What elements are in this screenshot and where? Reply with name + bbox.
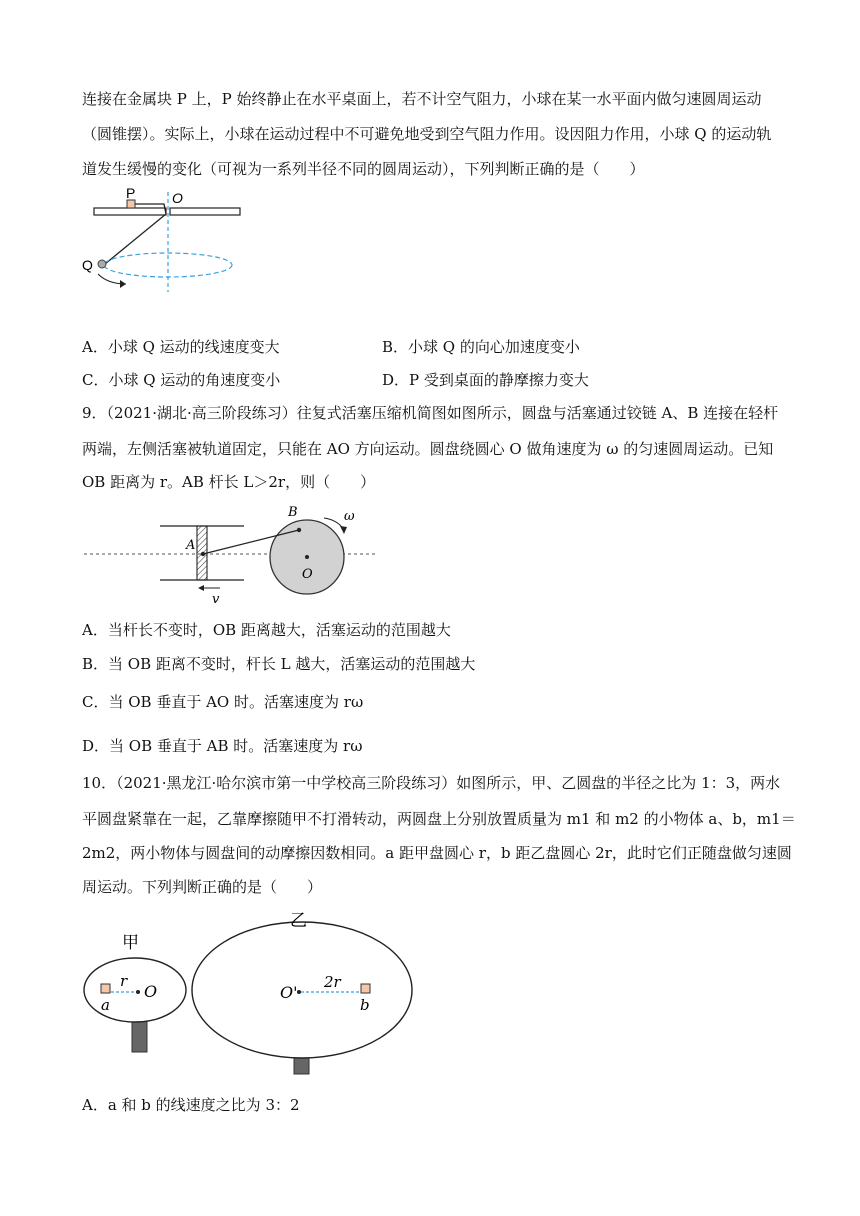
q9-line-1: 9．（2021·湖北·高三阶段练习）往复式活塞压缩机简图如图所示，圆盘与活塞通过铰链 A、B 连接在轻杆 — [82, 404, 779, 422]
label-jia: 甲 — [122, 933, 139, 953]
q8-conical-pendulum-figure — [80, 184, 260, 294]
q9-piston-compressor-figure — [80, 500, 380, 610]
q8-option-b: B．小球 Q 的向心加速度变小 — [382, 338, 580, 356]
label-r: r — [120, 972, 128, 990]
q9-option-b: B．当 OB 距离不变时，杆长 L 越大，活塞运动的范围越大 — [82, 655, 476, 673]
motion-arrow-head — [120, 280, 126, 288]
center-o2 — [297, 990, 301, 994]
q8-option-a: A．小球 Q 运动的线速度变大 — [82, 338, 280, 356]
q8-option-c: C．小球 Q 运动的角速度变小 — [82, 371, 281, 389]
hinge-a — [201, 552, 205, 556]
table-right-plank — [170, 208, 240, 215]
label-a: a — [101, 996, 110, 1014]
q8-line-3: 道发生缓慢的变化（可视为一系列半径不同的圆周运动），下列判断正确的是（ ） — [82, 160, 645, 178]
table-left-plank — [94, 208, 166, 215]
object-a — [101, 984, 110, 993]
hinge-b — [297, 528, 301, 532]
q10-line-2: 平圆盘紧靠在一起，乙靠摩擦随甲不打滑转动，两圆盘上分别放置质量为 m1 和 m2 的小物体 a、b，m1＝ — [82, 810, 796, 828]
label-b: B — [288, 505, 298, 520]
block-p — [127, 200, 135, 208]
center-o1 — [136, 990, 140, 994]
label-v: v — [212, 592, 220, 607]
velocity-arrow-head — [198, 585, 204, 591]
q9-option-a: A．当杆长不变时，OB 距离越大，活塞运动的范围越大 — [82, 621, 451, 639]
label-o1: O — [144, 982, 158, 1001]
omega-arrow-head — [340, 526, 347, 534]
label-o2: O' — [280, 983, 298, 1002]
label-2r: 2r — [324, 973, 341, 991]
label-a: A — [186, 538, 196, 553]
q10-line-1: 10．（2021·黑龙江·哈尔滨市第一中学校高三阶段练习）如图所示，甲、乙圆盘的半径之比为 1：3，两水 — [82, 774, 781, 792]
label-q: Q — [82, 257, 93, 273]
q10-line-4: 周运动。下列判断正确的是（ ） — [82, 878, 323, 896]
q10-two-discs-figure — [80, 908, 420, 1078]
q9-option-d: D．当 OB 垂直于 AB 时。活塞速度为 rω — [82, 737, 363, 755]
q9-line-2: 两端，左侧活塞被轨道固定，只能在 AO 方向运动。圆盘绕圆心 O 做角速度为 ω 的匀速圆周运动。已知 — [82, 440, 774, 458]
label-yi: 乙 — [290, 911, 307, 931]
q10-line-3: 2m2，两小物体与圆盘间的动摩擦因数相同。a 距甲盘圆心 r，b 距乙盘圆心 2r，此时它们正随盘做匀速圆 — [82, 844, 792, 862]
label-omega: ω — [344, 509, 355, 524]
center-o — [305, 555, 309, 559]
label-o: O — [172, 190, 183, 206]
q10-option-a: A．a 和 b 的线速度之比为 3：2 — [82, 1096, 300, 1114]
q9-option-c: C．当 OB 垂直于 AO 时。活塞速度为 rω — [82, 693, 364, 711]
q9-line-3: OB 距离为 r。AB 杆长 L＞2r，则（ ） — [82, 473, 376, 491]
q8-option-d: D．P 受到桌面的静摩擦力变大 — [382, 371, 589, 389]
label-o: O — [302, 567, 313, 582]
label-b: b — [360, 996, 370, 1014]
q8-line-2: （圆锥摆）。实际上，小球在运动过程中不可避免地受到空气阻力作用。设因阻力作用，小球 Q 的运动轨 — [82, 125, 772, 143]
object-b — [361, 984, 370, 993]
disc-jia — [84, 958, 186, 1022]
label-p: P — [126, 185, 136, 201]
q8-line-1: 连接在金属块 P 上，P 始终静止在水平桌面上，若不计空气阻力，小球在某一水平面内做匀速圆周运动 — [82, 90, 762, 108]
disc-yi — [192, 922, 412, 1058]
ball-q — [98, 260, 106, 268]
